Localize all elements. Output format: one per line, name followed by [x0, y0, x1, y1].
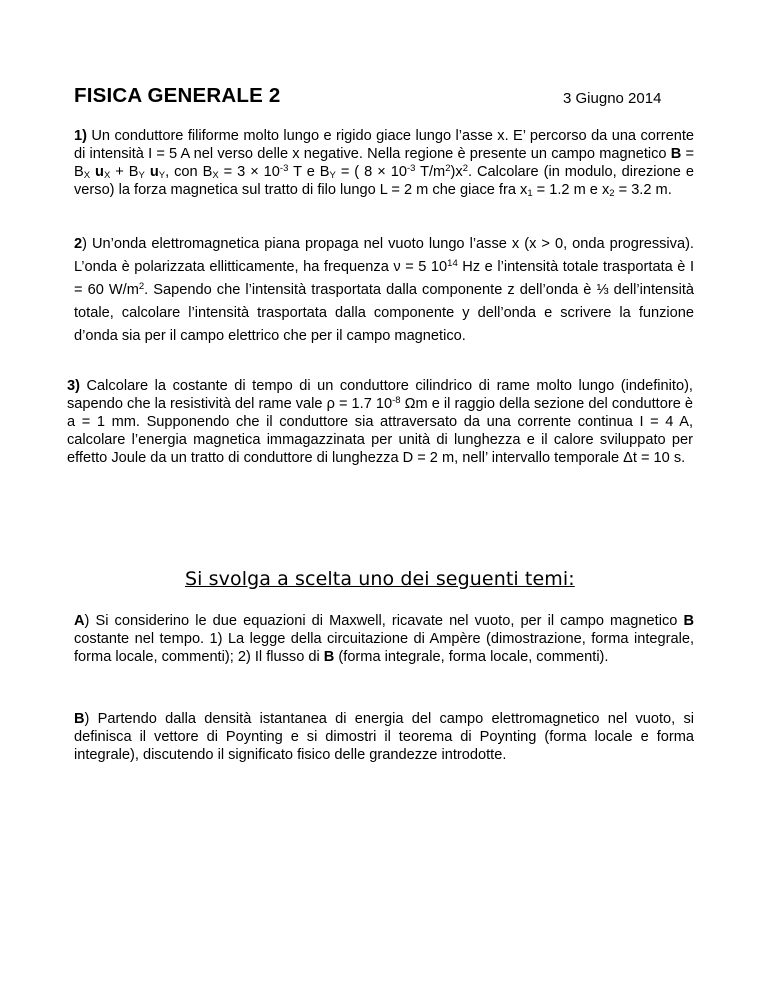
section-heading: Si svolga a scelta uno dei seguenti temi:	[185, 568, 575, 590]
problem-number: 3)	[67, 378, 80, 394]
problem-number: 2	[74, 236, 83, 252]
exam-date: 3 Giugno 2014	[563, 90, 662, 107]
page-title: FISICA GENERALE 2	[74, 84, 281, 107]
theme-b: B) Partendo dalla densità istantanea di energia del campo elettromagnetico nel vuoto, si definisca il vettore di Poynting e si dimostri il teorema di Poynting (forma locale e forma integrale), discutendo il significato fisico delle grandezze introdotte.	[74, 711, 694, 763]
theme-a: A) Si considerino le due equazioni di Maxwell, ricavate nel vuoto, per il campo magnetico B costante nel tempo. 1) La legge della circuitazione di Ampère (dimostrazione, forma integrale, forma locale, commenti); 2) Il flusso di B (forma integrale, forma locale, commenti).	[74, 613, 694, 665]
theme-letter: A	[74, 613, 85, 629]
problem-number: 1)	[74, 128, 87, 144]
theme-letter: B	[74, 711, 85, 727]
problem-3: 3) Calcolare la costante di tempo di un conduttore cilindrico di rame molto lungo (indefinito), sapendo che la resistività del rame vale ρ = 1.7 $10^{-8}$ Ωm e il raggio della sezione del conduttore è a = 1 mm. Supponendo che il conduttore sia attraversato da una corrente continua I = 4 A, calcolare l’energia magnetica immagazzinata per unità di lunghezza e il calore sviluppato per effetto Joule da un tratto di conduttore di lunghezza D = 2 m, nell’ intervallo temporale Δt = 10 s.	[67, 378, 693, 466]
problem-1: 1) Un conduttore filiforme molto lungo e rigido giace lungo l’asse x. E’ percorso da una corrente di intensità I = 5 A nel verso delle x negative. Nella regione è presente un campo magnetico $B = B_X$ $u_X + B_Y$ $u_Y$, con $B_X = 3 \times 10^{-3}$ T e $B_Y$ = ( $8 \times 10^{-3}$ $T/m^2)x^2$. Calcolare (in modulo, direzione e verso) la forza magnetica sul tratto di filo lungo L = 2 m che giace fra $x_1 = 1.2$ m e $x_2 = 3.2$ m.	[74, 128, 694, 199]
problem-2: 2) Un’onda elettromagnetica piana propaga nel vuoto lungo l’asse x (x > 0, onda progressiva). L’onda è polarizzata ellitticamente, ha frequenza ν = 5 $10^{14}$ Hz e l’intensità totale trasportata è I = 60 $W/m^2$. Sapendo che l’intensità trasportata dalla componente z dell’onda è ⅓ dell’intensità totale, calcolare l’intensità trasportata dalla componente y dell’onda e scrivere la funzione d’onda sia per il campo elettrico che per il campo magnetico.	[74, 236, 695, 344]
